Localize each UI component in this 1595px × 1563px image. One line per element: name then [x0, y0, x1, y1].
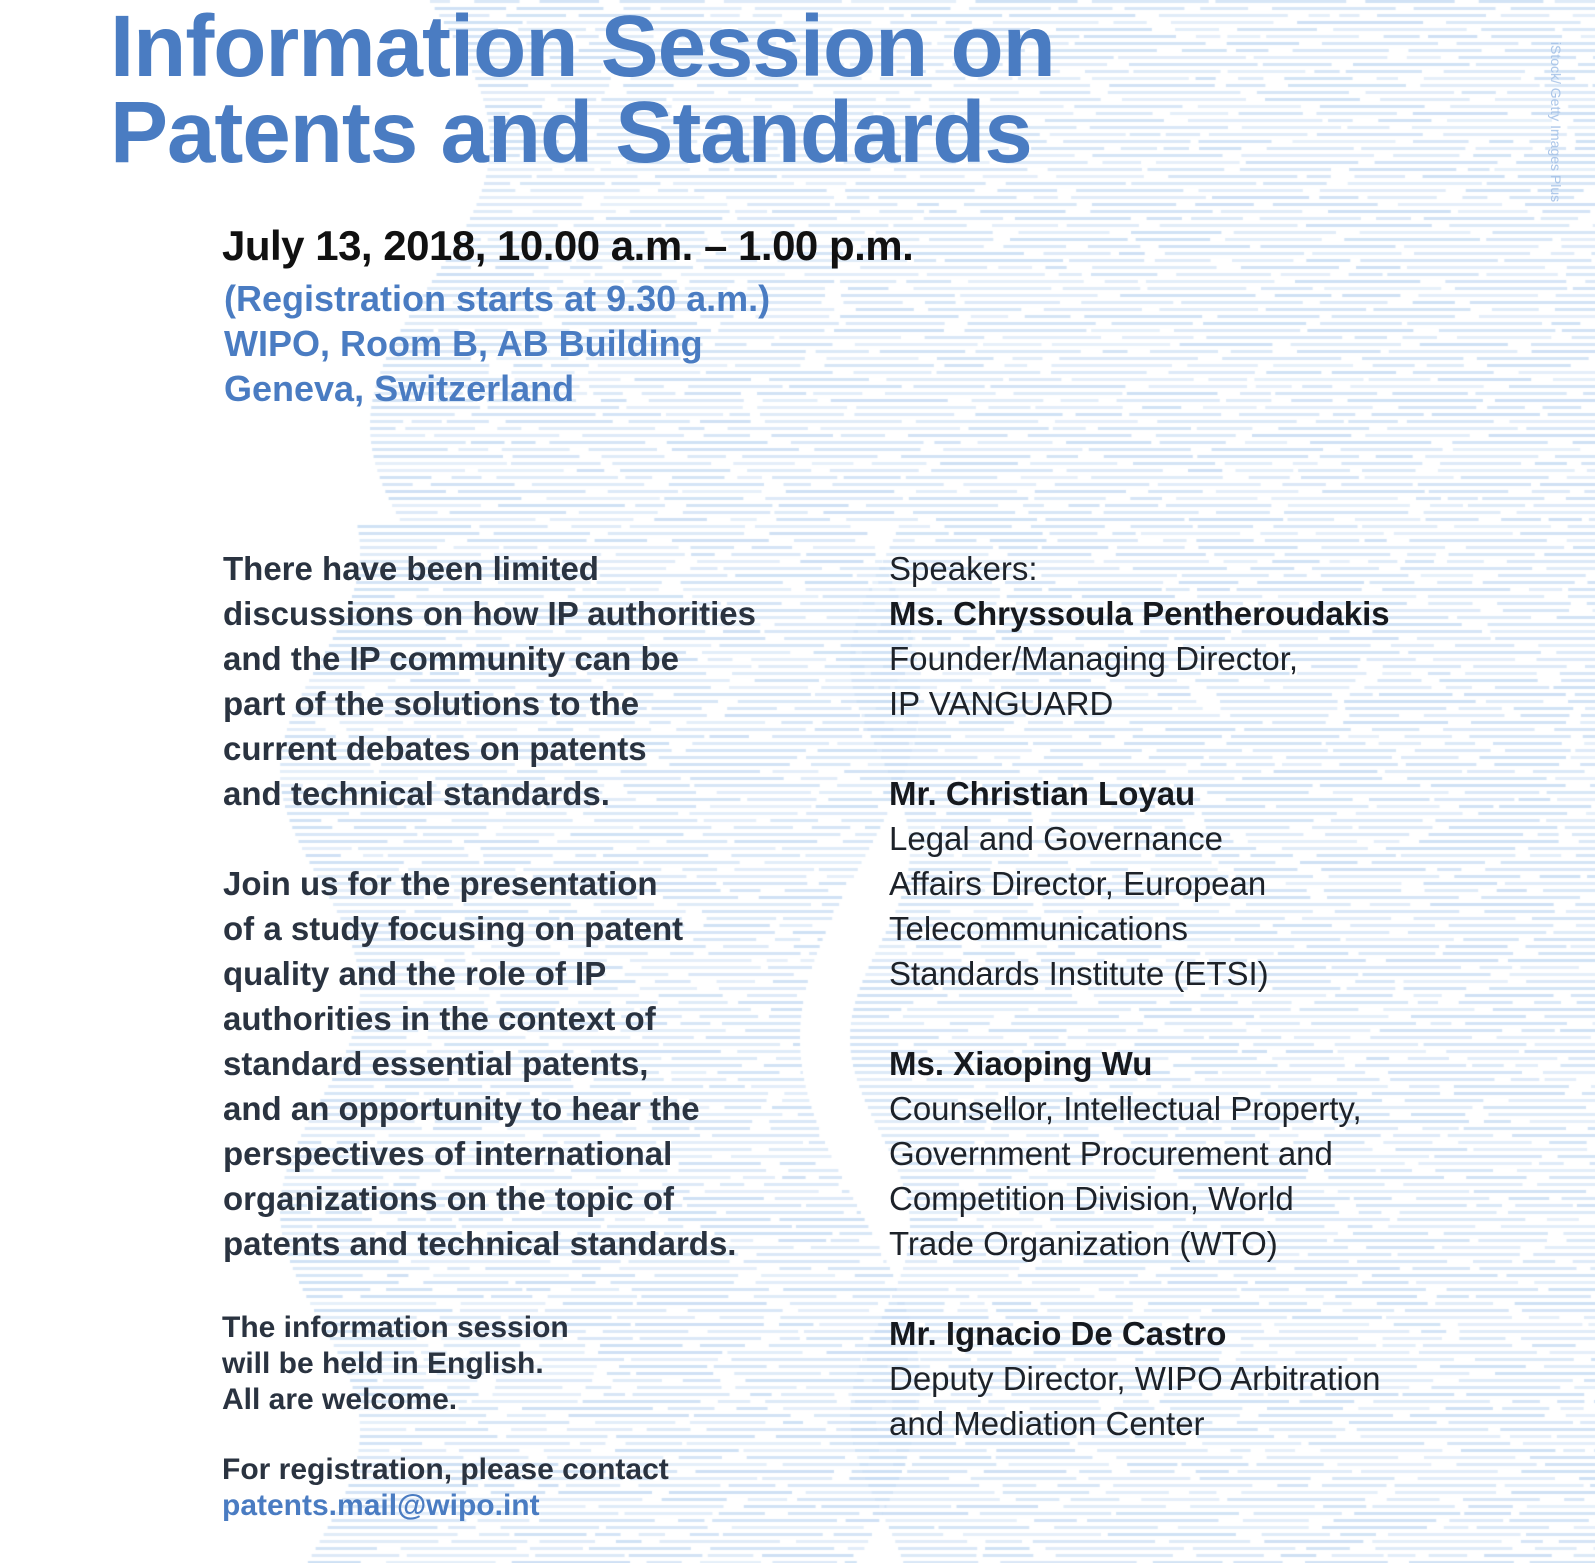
speaker-entry	[889, 1041, 1509, 1266]
intro-line: current debates on patents	[223, 730, 647, 767]
venue-city: Geneva, Switzerland	[224, 368, 575, 409]
speaker-entry	[889, 591, 1509, 726]
speaker-role-line: Telecommunications	[889, 910, 1188, 947]
speaker-name: Mr. Ignacio De Castro	[889, 1315, 1227, 1352]
speaker-role-line: Competition Division, World	[889, 1180, 1294, 1217]
note-line: All are welcome.	[222, 1383, 458, 1416]
intro-line: discussions on how IP authorities	[223, 595, 756, 632]
speakers-list	[889, 546, 1509, 1446]
speaker-role-line: and Mediation Center	[889, 1405, 1205, 1442]
registration-time: (Registration starts at 9.30 a.m.)	[224, 278, 771, 319]
speaker-role-line: Trade Organization (WTO)	[889, 1225, 1278, 1262]
registration-contact	[222, 1452, 669, 1524]
speaker-role-line: Affairs Director, European	[889, 865, 1267, 902]
speaker-role-line: Counsellor, Intellectual Property,	[889, 1090, 1362, 1127]
speaker-name: Ms. Xiaoping Wu	[889, 1045, 1153, 1082]
contact-label: For registration, please contact	[222, 1453, 669, 1486]
note-line: will be held in English.	[222, 1347, 544, 1380]
speaker-role-line: Deputy Director, WIPO Arbitration	[889, 1360, 1381, 1397]
speaker-entry	[889, 1311, 1509, 1446]
event-date-time: July 13, 2018, 10.00 a.m. – 1.00 p.m.	[222, 222, 914, 269]
intro-text	[223, 546, 823, 1266]
image-credit: iStock/ Getty Images Plus	[1548, 41, 1564, 203]
title-line-2: Patents and Standards	[110, 84, 1032, 181]
speaker-entry	[889, 771, 1509, 996]
intro-line: organizations on the topic of	[223, 1180, 674, 1217]
intro-line: patents and technical standards.	[223, 1225, 737, 1262]
intro-line: quality and the role of IP	[223, 955, 607, 992]
note-line: The information session	[222, 1311, 569, 1344]
event-venue	[224, 276, 770, 411]
speaker-name: Mr. Christian Loyau	[889, 775, 1196, 812]
speaker-role-line: IP VANGUARD	[889, 685, 1114, 722]
intro-line: perspectives of international	[223, 1135, 673, 1172]
intro-paragraph-1	[223, 546, 823, 816]
intro-line: part of the solutions to the	[223, 685, 640, 722]
language-note	[222, 1310, 569, 1418]
intro-line: and the IP community can be	[223, 640, 679, 677]
intro-line: of a study focusing on patent	[223, 910, 684, 947]
speaker-role-line: Founder/Managing Director,	[889, 640, 1299, 677]
speaker-role-line: Legal and Governance	[889, 820, 1223, 857]
contact-email-link[interactable]: patents.mail@wipo.int	[222, 1489, 540, 1522]
page-title	[110, 0, 1055, 181]
speaker-name: Ms. Chryssoula Pentheroudakis	[889, 595, 1390, 632]
intro-line: standard essential patents,	[223, 1045, 649, 1082]
intro-line: Join us for the presentation	[223, 865, 658, 902]
venue-room: WIPO, Room B, AB Building	[224, 323, 703, 364]
intro-line: and an opportunity to hear the	[223, 1090, 700, 1127]
intro-line: and technical standards.	[223, 775, 610, 812]
speaker-role-line: Government Procurement and	[889, 1135, 1333, 1172]
intro-line: authorities in the context of	[223, 1000, 656, 1037]
intro-paragraph-2	[223, 861, 823, 1266]
title-line-1: Information Session on	[110, 0, 1055, 95]
speakers-heading: Speakers:	[889, 550, 1038, 587]
speaker-role-line: Standards Institute (ETSI)	[889, 955, 1269, 992]
intro-line: There have been limited	[223, 550, 599, 587]
